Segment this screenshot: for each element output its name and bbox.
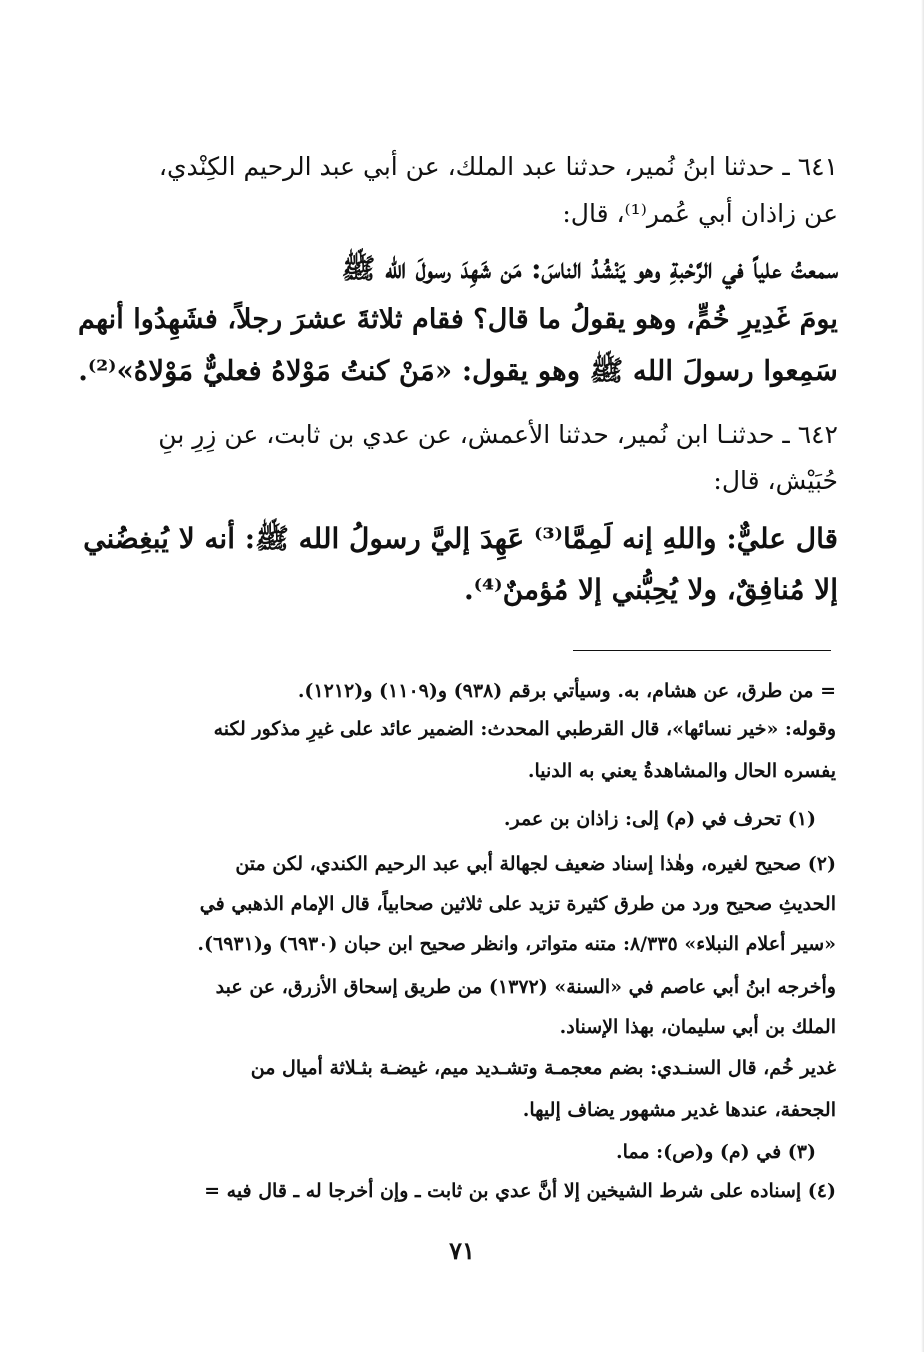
footnote-2-line-1: (٢) صحيح لغيره، وهٰذا إسناد ضعيف لجهالة أبي عبد الرحيم الكندي، لكن متن (235, 853, 836, 875)
hadith-642-isnad-line-1: ٦٤٢ ـ حدثنـا ابن نُمير، حدثنا الأعمش، عن عدي بن ثابت، عن زِرِ بنِ (158, 420, 838, 449)
footnote-khayr-line-2: يفسره الحال والمشاهدةُ يعني به الدنيا. (527, 760, 836, 782)
footnote-2-line-6: غدير خُم، قال السنـدي: بضم معجمـة وتشـديد ميم، غيضـة بثـلاثة أميال من (250, 1057, 836, 1079)
hadith-641-text-line-2: يومَ غَدِيرِ خُمٍّ، وهو يقولُ ما قال؟ فقام ثلاثةَ عشرَ رجلاً، فشَهِدُوا أنهم (78, 303, 838, 335)
footnote-2-line-3: «سير أعلام النبلاء» ٨/٣٣٥: متنه متواتر، وانظر صحيح ابن حبان (٦٩٣٠) و(٦٩٣١). (197, 933, 836, 955)
footnote-1: (١) تحرف في (م) إلى: زاذان بن عمر. (503, 808, 816, 830)
footnote-4: (٤) إسناده على شرط الشيخين إلا أنَّ عدي بن ثابت ـ وإن أخرجا له ـ قال فيه = (204, 1180, 836, 1202)
footnote-2-line-2: الحديثِ صحيح ورد من طرق كثيرة تزيد على ثلاثين صحابياً، قال الإمام الذهبي في (199, 893, 836, 915)
footnote-continuation: = من طرق، عن هشام، به. وسيأتي برقم (٩٣٨) و(١١٠٩) و(١٢١٢). (297, 680, 836, 702)
page-number: ٧١ (449, 1236, 475, 1265)
hadith-642-isnad-line-2: حُبَيْش، قال: (713, 466, 838, 495)
hadith-642-text-line-1: قال عليٌّ: واللهِ إنه لَمِمَّا⁽³⁾ عَهِدَ إليَّ رسولُ الله ﷺ: أنه لا يُبغِضُني (83, 522, 838, 555)
footnote-2-line-5: الملك بن أبي سليمان، بهذا الإسناد. (559, 1016, 836, 1038)
hadith-641-isnad-line-1: ٦٤١ ـ حدثنا ابنُ نُمير، حدثنا عبد الملك، عن أبي عبد الرحيم الكِنْدي، (158, 152, 838, 181)
footnote-khayr-line-1: وقوله: «خير نسائها»، قال القرطبي المحدث: الضمير عائد على غيرِ مذكور لكنه (213, 718, 836, 740)
footnote-2-line-7: الجحفة، عندها غدير مشهور يضاف إليها. (522, 1099, 836, 1121)
hadith-642-text-line-2: إلا مُنافِقٌ، ولا يُحِبُّني إلا مُؤمنٌ⁽⁴⁾. (463, 573, 838, 606)
footnote-2-line-4: وأخرجه ابنُ أبي عاصم في «السنة» (١٣٧٢) من طريق إسحاق الأزرق، عن عبد (215, 976, 836, 998)
footnote-3: (٣) في (م) و(ص): مما. (615, 1141, 816, 1163)
hadith-641-text-line-3: سَمِعوا رسولَ الله ﷺ وهو يقول: «مَنْ كنتُ مَوْلاهُ فعليٌّ مَوْلاهُ»⁽²⁾. (78, 354, 838, 387)
footnote-separator (573, 650, 831, 651)
hadith-641-text-line-1: سمعتُ علياً في الرَّحْبةِ وهو يَنْشُدُ الناسَ: مَن شَهِدَ رسولَ الله ﷺ (341, 252, 838, 285)
hadith-641-isnad-line-2: عن زاذان أبي عُمر⁽¹⁾، قال: (562, 199, 838, 228)
